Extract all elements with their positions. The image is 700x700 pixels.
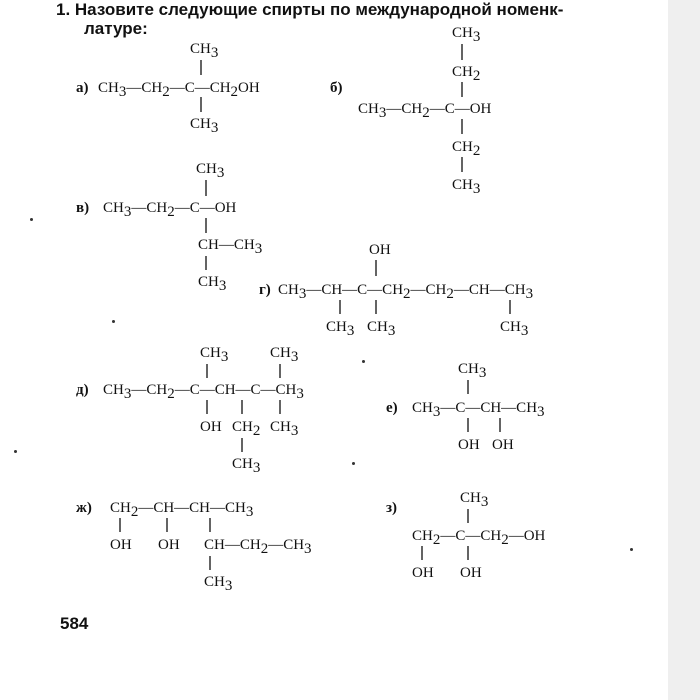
formula-down-group: CH3 bbox=[190, 116, 219, 136]
formula-down-group: CH3 bbox=[367, 319, 396, 339]
formula-v bbox=[76, 161, 262, 294]
heading-line-1: 1. Назовите следующие спирты по международной номенк- bbox=[56, 0, 564, 19]
formula-label: а) bbox=[76, 80, 89, 96]
formula-label: д) bbox=[76, 382, 89, 398]
formula-d bbox=[76, 345, 304, 476]
formula-main-chain: CH3—CH2—C—OH bbox=[358, 101, 492, 121]
formula-down-group: OH bbox=[412, 565, 434, 581]
formula-down-group: OH bbox=[460, 565, 482, 581]
formula-up-group: CH3 bbox=[270, 345, 299, 365]
formula-down-group: CH3 bbox=[204, 574, 233, 594]
formula-down-group: CH—CH2—CH3 bbox=[204, 537, 312, 557]
formula-z bbox=[386, 490, 546, 581]
formula-zh bbox=[76, 500, 312, 594]
formula-main-chain: CH3—CH2—C—CH2OH bbox=[98, 80, 260, 100]
formula-label: б) bbox=[330, 80, 343, 96]
formula-down-group: CH2 bbox=[232, 419, 261, 439]
formula-down-group: OH bbox=[492, 437, 514, 453]
formula-up-group: CH2 bbox=[452, 64, 481, 84]
formula-up-group: CH3 bbox=[196, 161, 225, 181]
formula-down-group: CH3 bbox=[452, 177, 481, 197]
formula-up-group: CH3 bbox=[458, 361, 487, 381]
formula-up-group: CH3 bbox=[452, 25, 481, 45]
formula-label: г) bbox=[259, 282, 271, 298]
formula-down-group: CH2 bbox=[452, 139, 481, 159]
formula-down-group: OH bbox=[458, 437, 480, 453]
formula-down-group: CH—CH3 bbox=[198, 237, 263, 257]
formula-down-group: CH3 bbox=[500, 319, 529, 339]
formula-g bbox=[259, 242, 533, 339]
heading-line-2: латуре: bbox=[84, 19, 148, 38]
formula-up-group: CH3 bbox=[190, 41, 219, 61]
page-number: 584 bbox=[60, 614, 89, 633]
formula-down-group: CH3 bbox=[198, 274, 227, 294]
formula-main-chain: CH2—CH—CH—CH3 bbox=[110, 500, 254, 520]
formula-down-group: OH bbox=[200, 419, 222, 435]
formula-main-chain: CH3—CH2—C—OH bbox=[103, 200, 237, 220]
formula-up-group: OH bbox=[369, 242, 391, 258]
formula-a bbox=[76, 41, 260, 136]
formula-main-chain: CH2—C—CH2—OH bbox=[412, 528, 546, 548]
formula-label: в) bbox=[76, 200, 90, 216]
formula-label: е) bbox=[386, 400, 398, 416]
formula-b bbox=[330, 25, 492, 197]
formula-down-group: CH3 bbox=[232, 456, 261, 476]
formula-up-group: CH3 bbox=[460, 490, 489, 510]
formula-up-group: CH3 bbox=[200, 345, 229, 365]
formula-down-group: CH3 bbox=[326, 319, 355, 339]
formula-main-chain: CH3—CH—C—CH2—CH2—CH—CH3 bbox=[278, 282, 534, 302]
formula-label: з) bbox=[386, 500, 398, 516]
formula-label: ж) bbox=[76, 500, 92, 516]
formula-e bbox=[386, 361, 545, 453]
formula-down-group: OH bbox=[158, 537, 180, 553]
formula-main-chain: CH3—CH2—C—CH—C—CH3 bbox=[103, 382, 304, 402]
formula-down-group: OH bbox=[110, 537, 132, 553]
formula-main-chain: CH3—C—CH—CH3 bbox=[412, 400, 545, 420]
formula-down-group: CH3 bbox=[270, 419, 299, 439]
